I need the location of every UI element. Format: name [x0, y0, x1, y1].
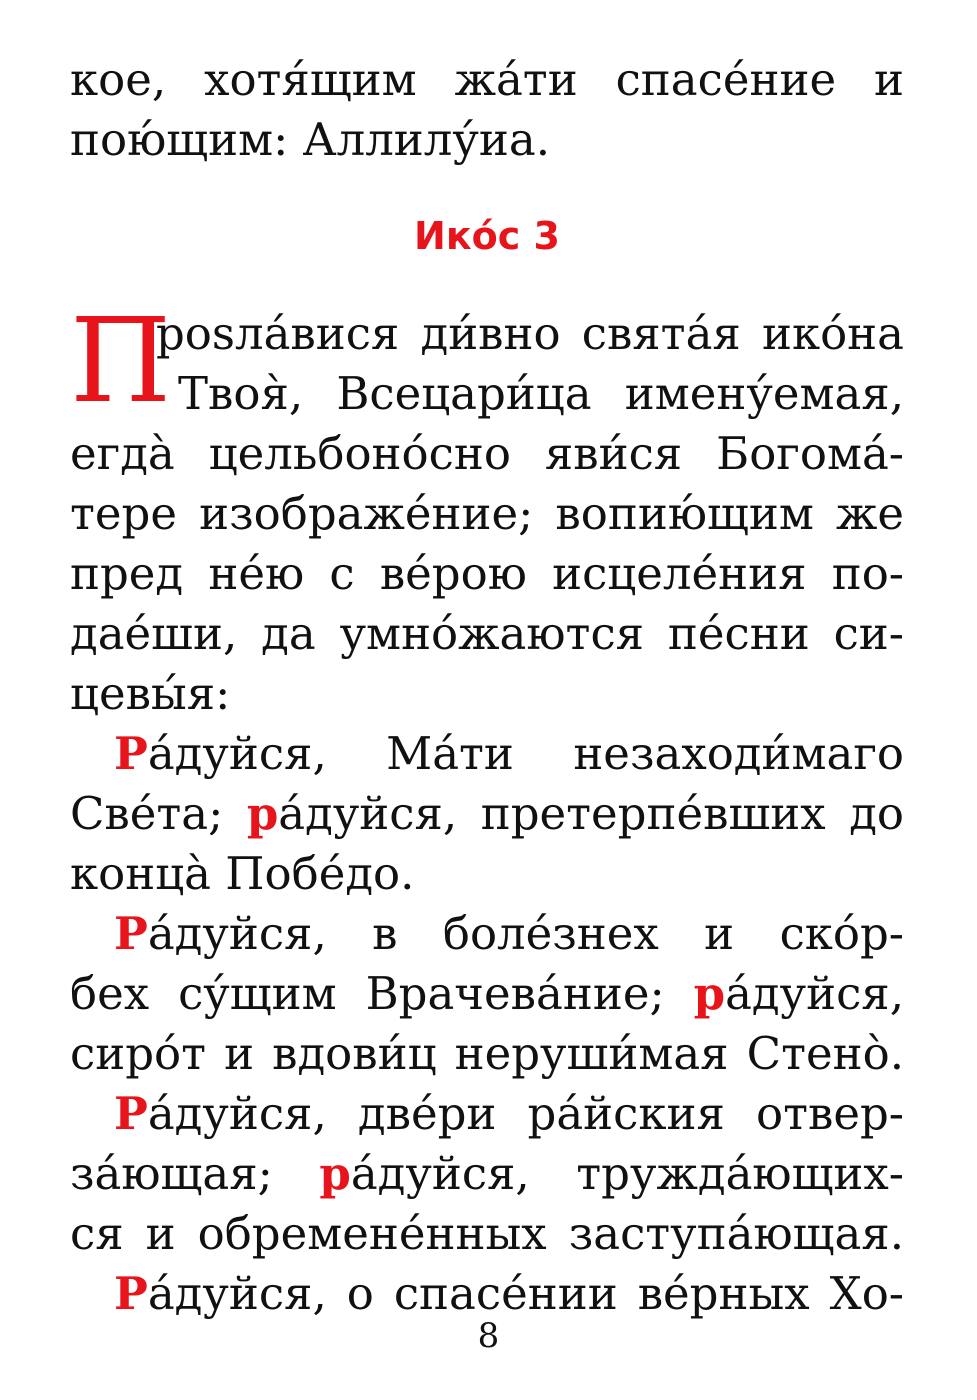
red-initial: р [693, 967, 726, 1020]
rejoice-pre: бех су́щим Врачева́ние; [70, 967, 694, 1020]
rejoice-line [70, 1144, 904, 1204]
rejoice-line [70, 1264, 904, 1324]
ikos-line-6: дае́ши, да умно́жаются пе́сни си- [70, 607, 904, 660]
ikos-line-3: егда̀ цельбоно́сно яви́ся Богома́- [70, 427, 904, 480]
ikos-line-2: Твоя̀, Всецари́ца имену́емая, [178, 367, 904, 420]
red-initial: Р [114, 1087, 148, 1140]
red-initial: Р [114, 907, 148, 960]
rejoice-text: а́дуйся, Ма́ти незаходи́маго [147, 727, 904, 780]
ikos-paragraph [70, 294, 904, 724]
intro-line-2: пою́щим: Аллилу́иа. [70, 113, 550, 166]
rejoice-line: сиро́т и вдови́ц неруши́мая Стено̀. [70, 1027, 904, 1080]
rejoice-stanza-3 [70, 1084, 904, 1264]
rejoice-line [70, 724, 904, 784]
rejoice-stanza-2 [70, 904, 904, 1084]
rejoice-line [70, 904, 904, 964]
rejoice-line [70, 964, 904, 1024]
rejoice-text: а́дуйся, претерпе́вших до [278, 787, 904, 840]
red-initial: Р [114, 1267, 148, 1320]
red-initial: Р [114, 727, 148, 780]
rejoice-line: конца̀ Побе́до. [70, 847, 415, 900]
ikos-line-7: цевы́я: [70, 667, 231, 720]
rejoice-stanza-1 [70, 724, 904, 904]
rejoice-pre: за́ющая; [70, 1147, 320, 1200]
page-number: 8 [477, 1316, 500, 1356]
intro-line-1: кое, хотя́щим жа́ти спасе́ние и [70, 53, 904, 106]
red-initial: р [319, 1147, 351, 1200]
ikos-heading: Ико́с 3 [414, 214, 560, 258]
rejoice-stanza-4 [70, 1264, 904, 1324]
rejoice-line: ся и обремене́нных заступа́ющая. [70, 1207, 904, 1260]
rejoice-line [70, 1084, 904, 1144]
rejoice-text: а́дуйся, тружда́ющих- [350, 1147, 904, 1200]
ikos-line-4: тере изображе́ние; вопию́щим же [70, 487, 904, 540]
rejoice-text: а́дуйся, [725, 967, 904, 1020]
rejoice-line [70, 784, 904, 844]
ikos-line-5: пред не́ю с ве́рою исцеле́ния по- [70, 547, 904, 600]
page-text [70, 50, 904, 1324]
rejoice-text: а́дуйся, о спасе́нии ве́рных Хо- [147, 1267, 904, 1320]
rejoice-text: а́дуйся, две́ри ра́йския отвер- [147, 1087, 904, 1140]
drop-cap: П [70, 294, 172, 429]
rejoice-pre: Све́та; [70, 787, 247, 840]
red-initial: р [246, 787, 279, 840]
rejoice-text: а́дуйся, в боле́знех и ско́р- [147, 907, 904, 960]
ikos-line-1: рosла́вися ди́вно свята́я ико́на [156, 307, 904, 360]
